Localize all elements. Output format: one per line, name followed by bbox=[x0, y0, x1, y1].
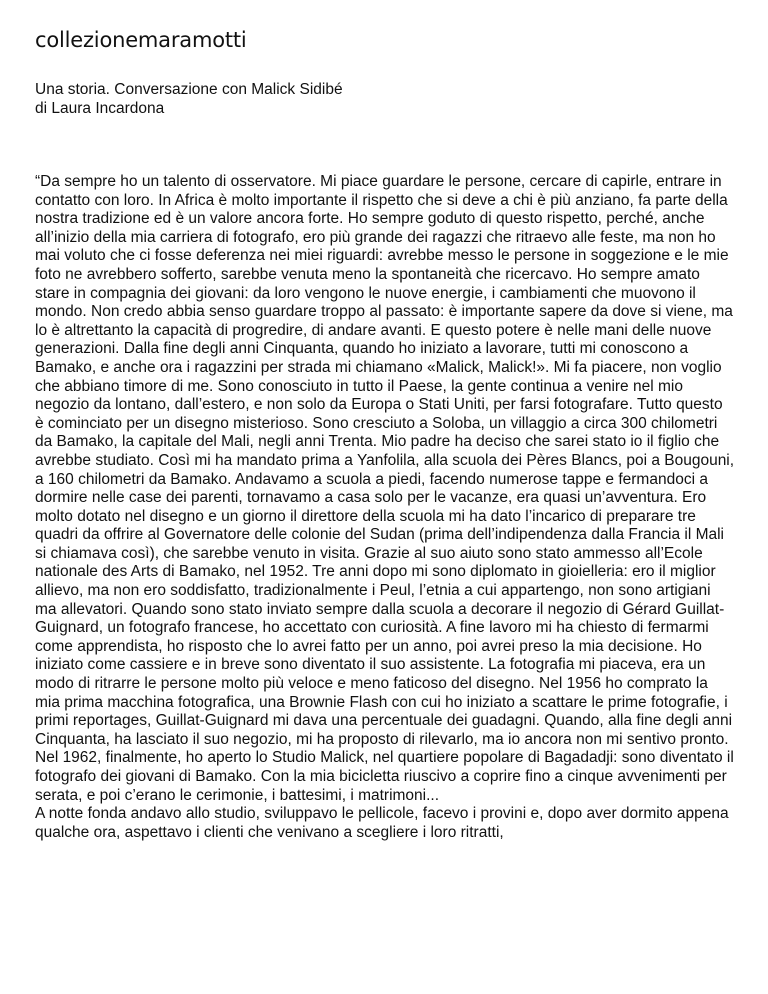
article-title: Una storia. Conversazione con Malick Sidibé bbox=[35, 81, 343, 98]
article-heading bbox=[35, 80, 343, 118]
brand-logo: collezionemaramotti bbox=[35, 28, 247, 52]
article-body bbox=[35, 173, 735, 842]
paragraph: “Da sempre ho un talento di osservatore. Mi piace guardare le persone, cercare di capirle, entrare in contatto con loro. In Africa è molto importante il rispetto che si deve a chi è più anziano, fa parte della nostra tradizione ed è un valore ancora forte. Ho sempre goduto di questo rispetto, perché, anche all’inizio della mia carriera di fotografo, ero più grande dei ragazzi che ritraevo alle feste, ma non ho mai voluto che ci fosse deferenza nei miei riguardi: avrebbe messo le persone in soggezione e le mie foto ne avrebbero sofferto, sarebbe venuta meno la spontaneità che ricercavo. Ho sempre amato stare in compagnia dei giovani: da loro vengono le nuove energie, i cambiamenti che muovono il mondo. Non credo abbia senso guardare troppo al passato: è importante sapere da dove si viene, ma lo è altrettanto la capacità di progredire, di andare avanti. E questo potere è nelle mani delle nuove generazioni. Dalla fine degli anni Cinquanta, quando ho iniziato a lavorare, tutti mi conoscono a Bamako, e anche ora i ragazzini per strada mi chiamano «Malick, Malick!». Mi fa piacere, non voglio che abbiano timore di me. Sono conosciuto in tutto il Paese, la gente continua a venire nel mio negozio da lontano, dall’estero, e non solo da Europa o Stati Uniti, per farsi fotografare. Tutto questo è cominciato per un disegno misterioso. Sono cresciuto a Soloba, un villaggio a circa 300 chilometri da Bamako, la capitale del Mali, negli anni Trenta. Mio padre ha deciso che sarei stato io il figlio che avrebbe studiato. Così mi ha mandato prima a Yanfolila, alla scuola dei Pères Blancs, poi a Bougouni, a 160 chilometri da Bamako. Andavamo a scuola a piedi, facendo numerose tappe e fermandoci a dormire nelle case dei parenti, tornavamo a casa solo per le vacanze, era quasi un’avventura. Ero molto dotato nel disegno e un giorno il direttore della scuola mi ha dato l’incarico di preparare tre quadri da offrire al Governatore delle colonie del Sudan (prima dell’indipendenza dalla Francia il Mali si chiamava così), che sarebbe venuto in visita. Grazie al suo aiuto sono stato ammesso all’Ecole nationale des Arts di Bamako, nel 1952. Tre anni dopo mi sono diplomato in gioielleria: ero il miglior allievo, ma non ero soddisfatto, tradizionalmente i Peul, l’etnia a cui appartengo, non sono artigiani ma allevatori. Quando sono stato inviato sempre dalla scuola a decorare il negozio di Gérard Guillat-Guignard, un fotografo francese, ho accettato con curiosità. A fine lavoro mi ha chiesto di fermarmi come apprendista, ho risposto che lo avrei fatto per un anno, poi avrei preso la mia decisione. Ho iniziato come cassiere e in breve sono diventato il suo assistente. La fotografia mi piaceva, era un modo di ritrarre le persone molto più veloce e meno faticoso del disegno. Nel 1956 ho comprato la mia prima macchina fotografica, una Brownie Flash con cui ho iniziato a scattare le prime fotografie, i primi reportages, Guillat-Guignard mi dava una percentuale dei guadagni. Quando, alla fine degli anni Cinquanta, ha lasciato il suo negozio, mi ha proposto di rilevarlo, ma io ancora non mi sentivo pronto. Nel 1962, finalmente, ho aperto lo Studio Malick, nel quartiere popolare di Bagadadji: sono diventato il fotografo dei giovani di Bamako. Con la mia bicicletta riuscivo a coprire fino a cinque avvenimenti per serata, e poi c’erano le cerimonie, i battesimi, i matrimoni... bbox=[35, 173, 735, 804]
paragraph: A notte fonda andavo allo studio, sviluppavo le pellicole, facevo i provini e, dopo aver dormito appena qualche ora, aspettavo i clienti che venivano a scegliere i loro ritratti, bbox=[35, 805, 729, 841]
article-author: di Laura Incardona bbox=[35, 100, 165, 117]
